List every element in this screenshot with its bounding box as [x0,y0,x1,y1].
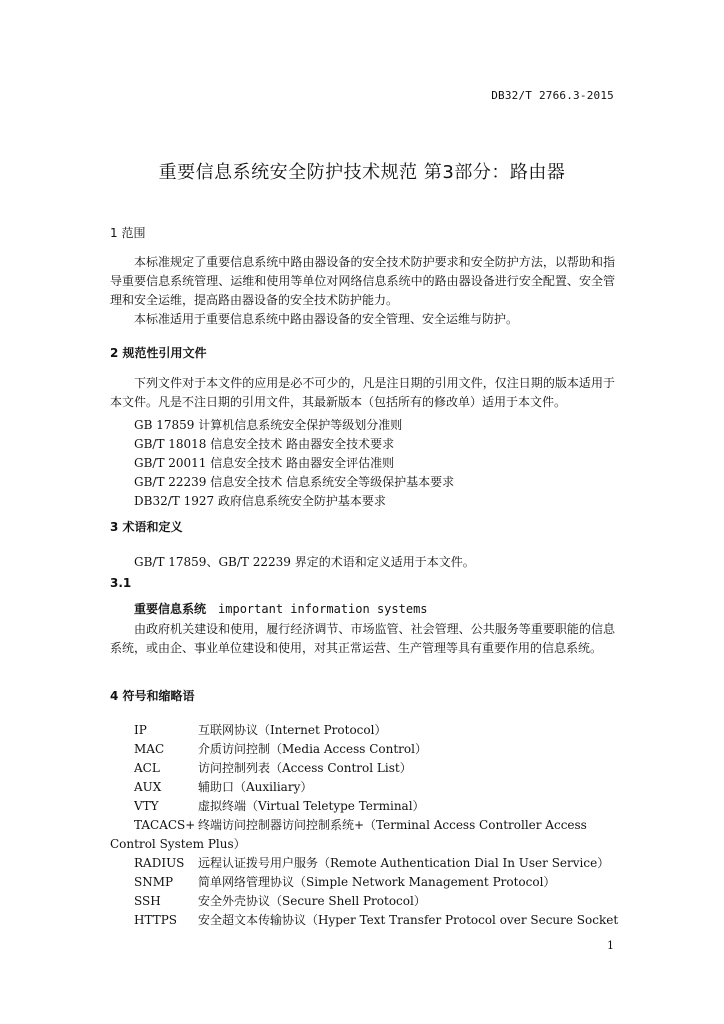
reference-item: GB/T 18018 信息安全技术 路由器安全技术要求 [134,437,395,451]
abbreviation: TACACS+ [134,818,196,832]
document-title: 重要信息系统安全防护技术规范 第3部分：路由器 [158,162,566,183]
abbreviation: RADIUS [134,856,185,870]
section-1-heading: 1 范围 [110,226,146,240]
abbreviation: ACL [134,761,160,775]
abbreviation-description: 介质访问控制（Media Access Control） [198,742,427,756]
term-definition: 由政府机关建设和使用，履行经济调节、市场监管、社会管理、公共服务等重要职能的信息系统，或由企、事业单位建设和使用，对其正常运营、生产管理等具有重要作用的信息系统。 [110,622,615,655]
abbreviation-description: 虚拟终端（Virtual Teletype Terminal） [198,799,425,813]
abbreviation-row [134,797,425,814]
abbreviation-row [134,892,426,909]
reference-item: DB32/T 1927 政府信息系统安全防护基本要求 [134,494,386,508]
section-4-heading: 4 符号和缩略语 [110,689,195,703]
abbreviation: IP [134,723,147,737]
abbreviation: HTTPS [134,913,177,927]
abbreviation-description: 远程认证拨号用户服务（Remote Authentication Dial In User Service） [198,856,610,870]
abbreviation: SSH [134,894,161,908]
term-number: 3.1 [110,576,132,590]
term-chinese: 重要信息系统 [134,602,207,616]
reference-item: GB 17859 计算机信息系统安全保护等级划分准则 [134,418,403,432]
abbreviation-row [134,873,555,890]
reference-item: GB/T 20011 信息安全技术 路由器安全评估准则 [134,456,395,470]
abbreviation-description: 安全超文本传输协议（Hyper Text Transfer Protocol over Secure Socket [198,913,619,927]
abbreviation: AUX [134,780,162,794]
abbreviation-description: 安全外壳协议（Secure Shell Protocol） [198,894,426,908]
reference-item: GB/T 22239 信息安全技术 信息系统安全等级保护基本要求 [134,475,455,489]
section-3-intro: GB/T 17859、GB/T 22239 界定的术语和定义适用于本文件。 [134,555,475,569]
abbreviation: SNMP [134,875,174,889]
abbreviation-description: 互联网协议（Internet Protocol） [198,723,387,737]
page-number: 1 [607,939,614,952]
abbreviation-row [134,911,618,928]
section-2-intro: 下列文件对于本文件的应用是必不可少的，凡是注日期的引用文件，仅注日期的版本适用于本文件。凡是不注日期的引用文件，其最新版本（包括所有的修改单）适用于本文件。 [110,376,615,409]
term-heading [134,600,428,617]
abbreviation-description: 访问控制列表（Access Control List） [198,761,412,775]
abbreviation-row [110,816,615,854]
term-english: important information systems [218,602,428,616]
abbreviation: MAC [134,742,165,756]
section-1-paragraph-1: 本标准规定了重要信息系统中路由器设备的安全技术防护要求和安全防护方法，以帮助和指导重要信息系统管理、运维和使用等单位对网络信息系统中的路由器设备进行安全配置、安全管理和安全运维，提高路由器设备的安全技术防护能力。 [110,255,615,307]
section-1-paragraph-2: 本标准适用于重要信息系统中路由器设备的安全管理、安全运维与防护。 [134,312,519,326]
abbreviation-description: 简单网络管理协议（Simple Network Management Protocol） [198,875,556,889]
document-code: DB32/T 2766.3-2015 [491,89,614,102]
abbreviation-row [134,854,609,871]
abbreviation-row [134,778,312,795]
abbreviation-row [134,759,412,776]
abbreviation-description: 终端访问控制器访问控制系统+（Terminal Access Controller Access Control System Plus） [110,818,587,851]
abbreviation-row [134,721,386,738]
abbreviation-row [134,740,427,757]
section-3-heading: 3 术语和定义 [110,520,183,534]
section-2-heading: 2 规范性引用文件 [110,346,207,360]
abbreviation-description: 辅助口（Auxiliary） [198,780,313,794]
abbreviation: VTY [134,799,159,813]
